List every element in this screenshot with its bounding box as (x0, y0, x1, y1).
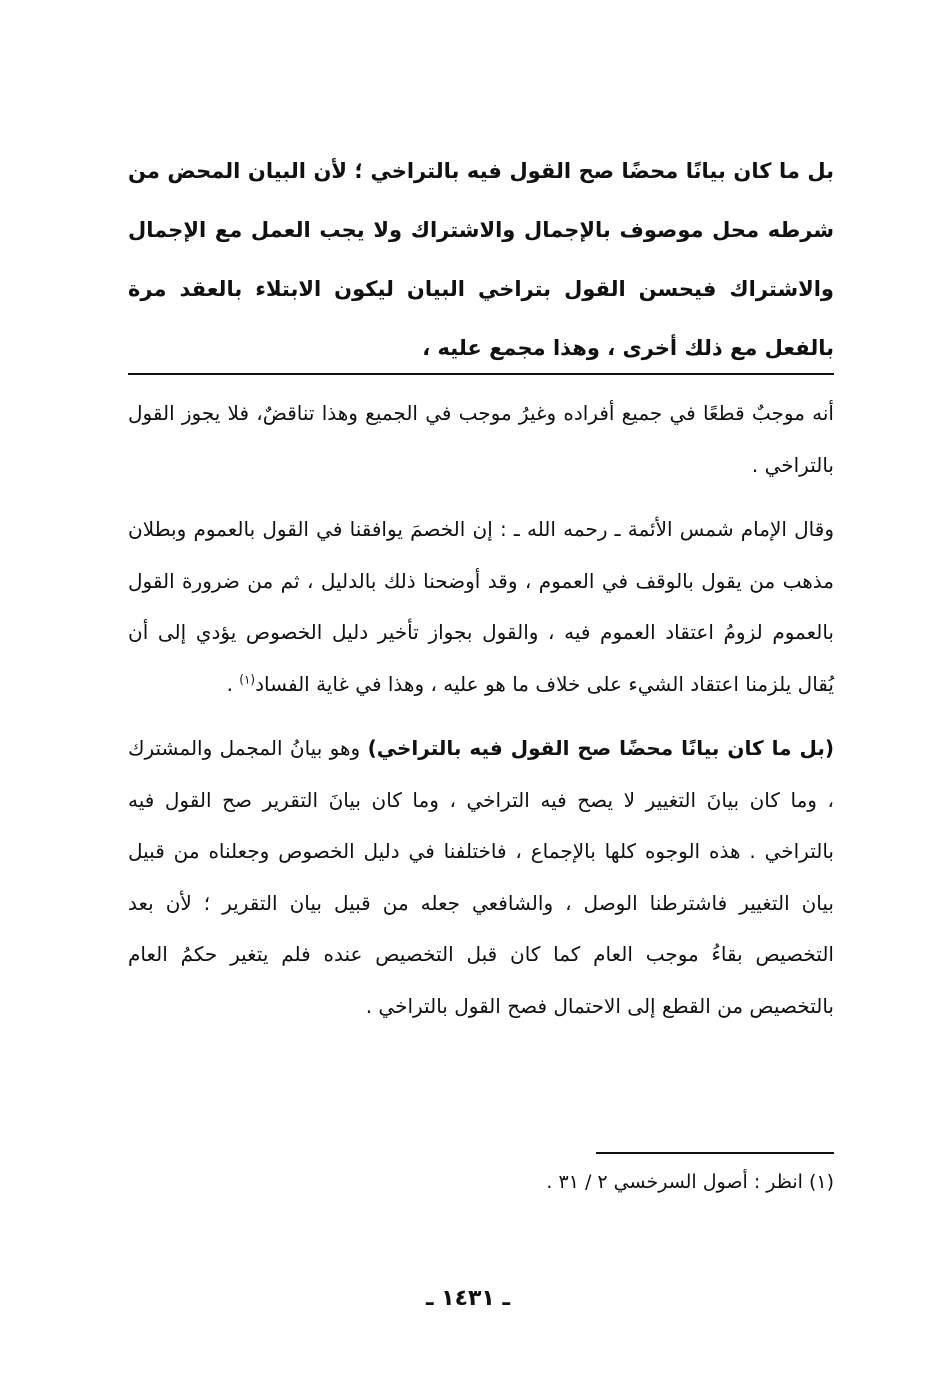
commentary-paragraph-text: وهو بيانُ المجمل والمشترك ، وما كان بيانَ التغيير لا يصح فيه التراخي ، وما كان بيانَ التقرير صح القول فيه بالتراخي . هذه الوجوه كلها بالإجماع ، فاختلفنا في دليل الخصوص وجعلناه من قبيل بيان التغيير فاشترطنا الوصل ، والشافعي جعله من قبيل بيان التقرير ؛ لأن بعد التخصيص بقاءُ موجب العام كما كان قبل التخصيص عنده فلم يتغير حكمُ العام بالتخصيص من القطع إلى الاحتمال فصح القول بالتراخي . (128, 736, 834, 1018)
commentary-paragraph-text: أنه موجبٌ قطعًا في جميع أفراده وغيرُ موجب في الجميع وهذا تناقضٌ، فلا يجوز القول بالتراخي . (128, 401, 834, 477)
commentary-paragraph (128, 388, 834, 491)
matn-divider (128, 373, 834, 375)
footnote-reference: (١) (239, 671, 256, 686)
page-number: ـ ١٤٣١ ـ (425, 1286, 511, 1311)
commentary-paragraph-text: وقال الإمام شمس الأئمة ـ رحمه الله ـ : إن الخصمَ يوافقنا في القول بالعموم وبطلان مذهب من يقول بالوقف في العموم ، وقد أوضحنا ذلك بالدليل ، ثم من ضرورة القول بالعموم لزومُ اعتقاد العموم فيه ، والقول بجواز تأخير دليل الخصوص يؤدي إلى أن يُقال يلزمنا اعتقاد الشيء على خلاف ما هو عليه ، وهذا في غاية الفساد (128, 517, 834, 696)
commentary-paragraph (128, 723, 834, 1032)
commentary-paragraph-end: . (226, 671, 240, 696)
footnote-divider (596, 1152, 834, 1154)
footnote: (١) انظر : أصول السرخسي ٢ / ٣١ . (546, 1171, 834, 1193)
quoted-matn: (بل ما كان بيانًا محضًا صح القول فيه بالتراخي) (367, 736, 834, 760)
matn-text: بل ما كان بيانًا محضًا صح القول فيه بالتراخي ؛ لأن البيان المحض من شرطه محل موصوف بالإجمال والاشتراك ولا يجب العمل مع الإجمال والاشتراك فيحسن القول بتراخي البيان ليكون الابتلاء بالعقد مرة بالفعل مع ذلك أخرى ، وهذا مجمع عليه ، (128, 159, 834, 360)
commentary (128, 388, 834, 1032)
commentary-paragraph (128, 504, 834, 710)
